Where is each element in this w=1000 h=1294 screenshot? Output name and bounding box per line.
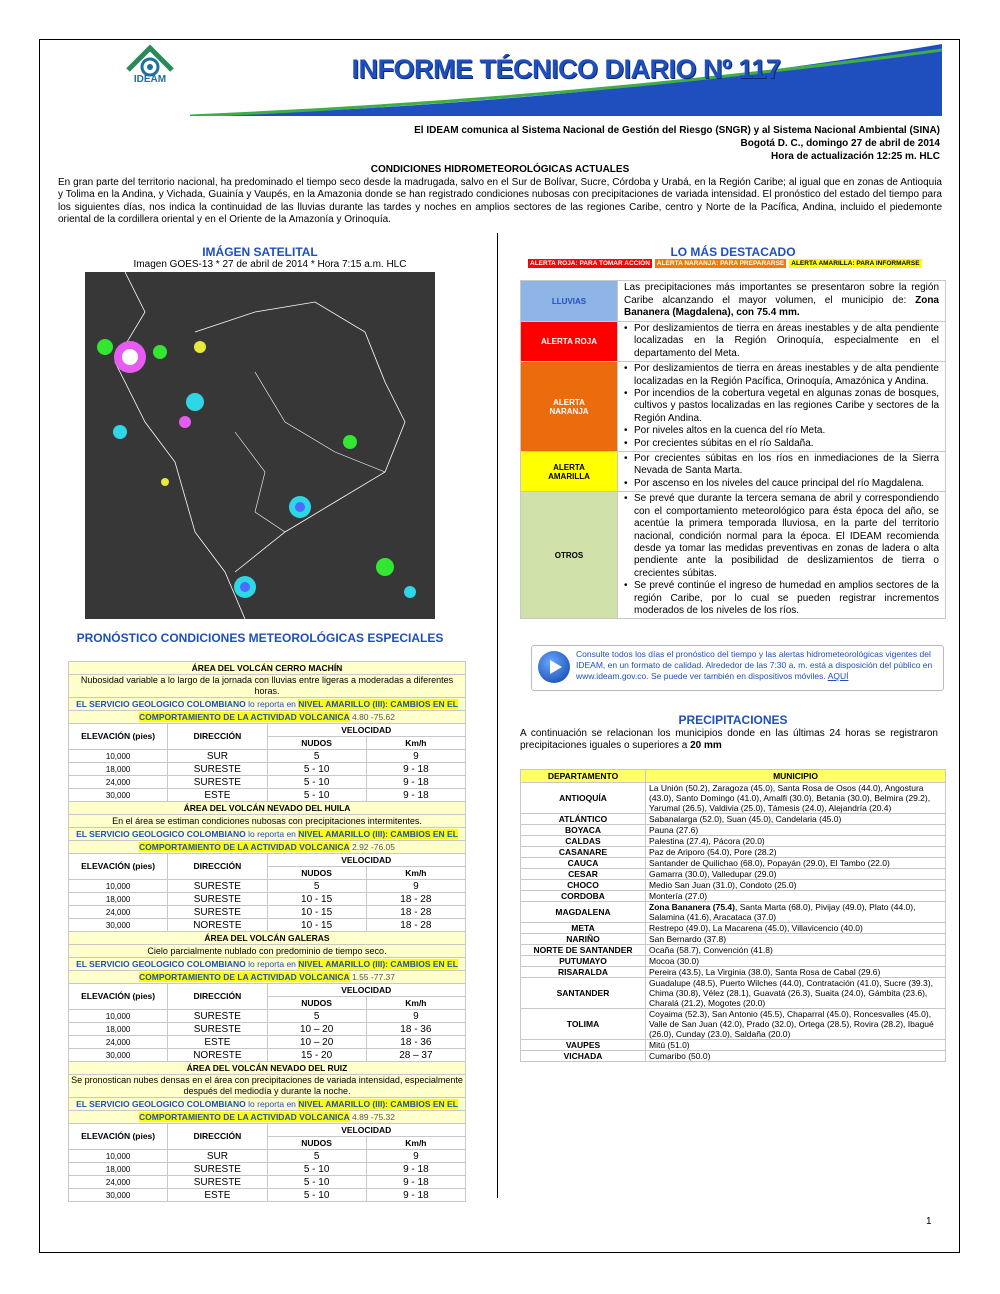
- sgc-mid: lo reporta en: [248, 828, 296, 839]
- prec-departamento: CESAR: [521, 869, 646, 880]
- direction-cell: SURESTE: [168, 776, 267, 789]
- col-municipio: MUNICIPIO: [646, 770, 946, 783]
- precipitaciones-intro: [520, 728, 938, 753]
- prec-departamento: CALDAS: [521, 836, 646, 847]
- prec-intro-text: A continuación se relacionan los municipios donde en las últimas 24 horas se registraron precipitaciones iguales o superiores a: [520, 728, 938, 752]
- prec-municipio: [646, 956, 946, 967]
- row-amarilla: [521, 452, 946, 492]
- kmh-cell: 9 - 18: [366, 1163, 465, 1176]
- volcano-level: [69, 1111, 466, 1124]
- elevation-cell: 30,000: [69, 919, 168, 932]
- volcano-sgc: [69, 698, 466, 711]
- prec-departamento: TOLIMA: [521, 1009, 646, 1040]
- volcano-sgc: [69, 828, 466, 841]
- volcano-data-row: [69, 1150, 466, 1163]
- satellite-caption: Imagen GOES-13 * 27 de abril de 2014 * Hora 7:15 a.m. HLC: [133, 259, 407, 270]
- prec-row: [521, 934, 946, 945]
- prec-departamento: CHOCO: [521, 880, 646, 891]
- volcano-col-header: [69, 724, 466, 737]
- elevation-cell: 30,000: [69, 1049, 168, 1062]
- prec-row: [521, 869, 946, 880]
- kmh-cell: 18 - 28: [366, 919, 465, 932]
- volcano-title-row: [69, 662, 466, 675]
- elevation-cell: 24,000: [69, 776, 168, 789]
- elevation-cell: 10,000: [69, 880, 168, 893]
- prec-departamento: VAUPES: [521, 1040, 646, 1051]
- direction-cell: NORESTE: [168, 1049, 267, 1062]
- alert-legend: [528, 259, 922, 268]
- volcano-sgc: [69, 1098, 466, 1111]
- volcano-col-header: [69, 984, 466, 997]
- knots-cell: 10 – 20: [267, 1036, 366, 1049]
- volcano-desc-row: [69, 815, 466, 828]
- prec-municipio-bold: Zona Bananera (75.4): [649, 902, 735, 912]
- volcano-title: ÁREA DEL VOLCÁN NEVADO DEL RUIZ: [69, 1062, 466, 1075]
- volcano-desc-row: [69, 1075, 466, 1098]
- cat-otros: OTROS: [521, 492, 618, 619]
- volcano-desc: En el área se estiman condiciones nubosas con precipitaciones intermitentes.: [69, 815, 466, 828]
- volcano-desc: Se pronostican nubes densas en el área con precipitaciones de variada intensidad, especialmente después del mediodía y durante la noche.: [69, 1075, 466, 1098]
- elevation-cell: 10,000: [69, 750, 168, 763]
- volcano-data-row: [69, 1163, 466, 1176]
- prec-municipio-text: Palestina (27.4), Pácora (20.0): [649, 836, 765, 846]
- elevation-cell: 30,000: [69, 789, 168, 802]
- prec-municipio-text: La Unión (50.2), Zaragoza (45.0), Santa Rosa de Osos (44.0), Angostura (43.0), Santo Domingo (41.0), Amalfi (30.0), Betania (30.0), Belmira (29.2), Yarumal (26.5), Valdivia (25.0), Támesis (24.0), Alejandría (20.4): [649, 783, 931, 813]
- direction-cell: NORESTE: [168, 919, 267, 932]
- volcano-data-row: [69, 1010, 466, 1023]
- volcano-col-header: [69, 1124, 466, 1137]
- prec-departamento: NARIÑO: [521, 934, 646, 945]
- precipitaciones-heading: PRECIPITACIONES: [678, 713, 788, 727]
- kmh-cell: 18 - 28: [366, 906, 465, 919]
- prec-departamento: RISARALDA: [521, 967, 646, 978]
- knots-cell: 5 - 10: [267, 776, 366, 789]
- volcano-desc-row: [69, 945, 466, 958]
- roja-item: • Por deslizamientos de tierra en áreas inestables y de alta pendiente localizadas en la Región Orinoquía, especialmente en el departamento del Meta.: [624, 323, 939, 360]
- kmh-cell: 9 - 18: [366, 789, 465, 802]
- prec-departamento: SANTANDER: [521, 978, 646, 1009]
- col-velocidad: VELOCIDAD: [267, 1124, 466, 1137]
- volcano-data-row: [69, 1189, 466, 1202]
- knots-cell: 10 - 15: [267, 919, 366, 932]
- prec-row: [521, 902, 946, 923]
- kmh-cell: 18 - 36: [366, 1036, 465, 1049]
- volcano-data-row: [69, 750, 466, 763]
- direction-cell: SURESTE: [168, 1010, 267, 1023]
- volcano-sgc-row: [69, 1098, 466, 1111]
- volcano-level: [69, 841, 466, 854]
- prec-row: [521, 1040, 946, 1051]
- legend-yellow: ALERTA AMARILLA: PARA INFORMARSE: [791, 260, 920, 267]
- naranja-item: • Por incendios de la cobertura vegetal en algunas zonas de bosques, cultivos y pastos localizadas en las regiones Caribe y sectores de la Región Andina.: [624, 388, 939, 425]
- sgc-level-2: COMPORTAMIENTO DE LA ACTIVIDAD VOLCANICA: [139, 711, 350, 722]
- kmh-cell: 9 - 18: [366, 763, 465, 776]
- row-naranja: [521, 362, 946, 452]
- header-line-1: El IDEAM comunica al Sistema Nacional de Gestión del Riesgo (SNGR) y al Sistema Nacional Ambiental (SINA): [414, 125, 940, 136]
- sgc-level-2: COMPORTAMIENTO DE LA ACTIVIDAD VOLCANICA: [139, 971, 350, 982]
- volcano-title: ÁREA DEL VOLCÁN CERRO MACHÍN: [69, 662, 466, 675]
- prec-row: [521, 978, 946, 1009]
- kmh-cell: 9: [366, 1010, 465, 1023]
- prec-municipio: [646, 880, 946, 891]
- prec-municipio-text: , Santa Marta (68.0), Pivijay (49.0), Plato (44.0), Salamina (41.6), Aracataca (37.0): [649, 902, 916, 922]
- col-kmh: Km/h: [366, 737, 465, 750]
- col-direccion: DIRECCIÓN: [168, 724, 267, 750]
- consult-text-body: Consulte todos los días el pronóstico del tiempo y las alertas hidrometeorológicas vigentes del IDEAM, en un formato de calidad. Alrededor de las 7:30 a. m. está a disposición del público en www.ideam.gov.co. Se puede ver también en dispositivos móviles.: [576, 649, 933, 681]
- col-departamento: DEPARTAMENTO: [521, 770, 646, 783]
- prec-row: [521, 1051, 946, 1062]
- volcano-level-row: [69, 711, 466, 724]
- cat-amarilla-2: AMARILLA: [548, 471, 590, 481]
- direction-cell: SURESTE: [168, 1163, 267, 1176]
- elevation-cell: 10,000: [69, 1010, 168, 1023]
- direction-cell: SURESTE: [168, 906, 267, 919]
- cat-amarilla: [521, 452, 618, 492]
- volcano-sgc-row: [69, 958, 466, 971]
- prec-row: [521, 967, 946, 978]
- elevation-cell: 24,000: [69, 1036, 168, 1049]
- sgc-level-2: COMPORTAMIENTO DE LA ACTIVIDAD VOLCANICA: [139, 1111, 350, 1122]
- volcano-data-row: [69, 763, 466, 776]
- volcano-col-header: [69, 854, 466, 867]
- amarilla-item: • Por ascenso en los niveles del cauce principal del río Magdalena.: [624, 478, 939, 490]
- prec-municipio-text: Santander de Quilichao (68.0), Popayán (29.0), El Tambo (22.0): [649, 858, 890, 868]
- header-line-3: Hora de actualización 12:25 m. HLC: [771, 151, 940, 162]
- col-direccion: DIRECCIÓN: [168, 984, 267, 1010]
- prec-departamento: META: [521, 923, 646, 934]
- elevation-cell: 18,000: [69, 763, 168, 776]
- volcano-desc: Nubosidad variable a lo largo de la jornada con lluvias entre ligeras a moderadas a diferentes horas.: [69, 675, 466, 698]
- volcano-data-row: [69, 893, 466, 906]
- kmh-cell: 9: [366, 1150, 465, 1163]
- col-velocidad: VELOCIDAD: [267, 724, 466, 737]
- sgc-level-2: COMPORTAMIENTO DE LA ACTIVIDAD VOLCANICA: [139, 841, 350, 852]
- prec-departamento: MAGDALENA: [521, 902, 646, 923]
- volcano-data-row: [69, 776, 466, 789]
- col-nudos: NUDOS: [267, 867, 366, 880]
- knots-cell: 5: [267, 1010, 366, 1023]
- prec-municipio-text: Gamarra (30.0), Valledupar (29.0): [649, 869, 777, 879]
- prec-municipio: [646, 1051, 946, 1062]
- consult-text: [576, 649, 942, 682]
- direction-cell: SURESTE: [168, 1176, 267, 1189]
- prec-municipio-text: Pauna (27.6): [649, 825, 699, 835]
- col-elevacion: ELEVACIÓN (pies): [69, 724, 168, 750]
- naranja-item: • Por crecientes súbitas en el río Saldaña.: [624, 438, 939, 450]
- prec-departamento: CORDOBA: [521, 891, 646, 902]
- play-icon[interactable]: [538, 651, 570, 683]
- col-nudos: NUDOS: [267, 737, 366, 750]
- elevation-cell: 18,000: [69, 1023, 168, 1036]
- direction-cell: ESTE: [168, 789, 267, 802]
- destacado-table: [520, 280, 946, 619]
- volcano-desc-row: [69, 675, 466, 698]
- col-direccion: DIRECCIÓN: [168, 854, 267, 880]
- direction-cell: SURESTE: [168, 763, 267, 776]
- volcano-sgc-row: [69, 828, 466, 841]
- volcano-sgc-row: [69, 698, 466, 711]
- elevation-cell: 24,000: [69, 1176, 168, 1189]
- direction-cell: SURESTE: [168, 880, 267, 893]
- prec-departamento: BOYACA: [521, 825, 646, 836]
- col-kmh: Km/h: [366, 1137, 465, 1150]
- lluvias-text: [618, 281, 946, 322]
- volcano-title-row: [69, 932, 466, 945]
- direction-cell: SURESTE: [168, 893, 267, 906]
- legend-orange: ALERTA NARANJA: PARA PREPARARSE: [656, 260, 785, 267]
- kmh-cell: 18 - 36: [366, 1023, 465, 1036]
- prec-municipio-text: Restrepo (49.0), La Macarena (45.0), Villavicencio (40.0): [649, 923, 863, 933]
- kmh-cell: 28 – 37: [366, 1049, 465, 1062]
- prec-municipio-text: San Bernardo (37.8): [649, 934, 727, 944]
- knots-cell: 10 – 20: [267, 1023, 366, 1036]
- knots-cell: 5: [267, 880, 366, 893]
- prec-row: [521, 825, 946, 836]
- direction-cell: ESTE: [168, 1189, 267, 1202]
- prec-municipio: [646, 836, 946, 847]
- col-velocidad: VELOCIDAD: [267, 854, 466, 867]
- col-direccion: DIRECCIÓN: [168, 1124, 267, 1150]
- volcano-coords: 1.55 -77.37: [351, 971, 395, 982]
- precipitation-table: [520, 769, 946, 1062]
- volcano-title-row: [69, 1062, 466, 1075]
- elevation-cell: 18,000: [69, 1163, 168, 1176]
- otros-text: [618, 492, 946, 619]
- knots-cell: 15 - 20: [267, 1049, 366, 1062]
- col-elevacion: ELEVACIÓN (pies): [69, 984, 168, 1010]
- consult-link[interactable]: AQUÍ: [827, 671, 849, 681]
- kmh-cell: 18 - 28: [366, 893, 465, 906]
- kmh-cell: 9: [366, 880, 465, 893]
- prec-municipio: [646, 783, 946, 814]
- naranja-item: • Por deslizamientos de tierra en áreas inestables y de alta pendiente localizadas en la Región Pacífica, Orinoquía, Amazónica y Andina.: [624, 363, 939, 388]
- volcano-desc: Cielo parcialmente nublado con predominio de tiempo seco.: [69, 945, 466, 958]
- volcano-data-row: [69, 919, 466, 932]
- volcano-title: ÁREA DEL VOLCÁN GALERAS: [69, 932, 466, 945]
- volcano-sgc: [69, 958, 466, 971]
- volcano-level-row: [69, 971, 466, 984]
- amarilla-item: • Por crecientes súbitas en los ríos en inmediaciones de la Sierra Nevada de Santa Marta.: [624, 453, 939, 478]
- conditions-text: En gran parte del territorio nacional, ha predominado el tiempo seco desde la madrugada, salvo en el Sur de Bolívar, Sucre, Córdoba y Urabá, en la Región Caribe; al igual que en zonas de Antioquia y Tolima en la Andina, y Vichada, Guainía y Vaupés, en la Amazonia donde se han registrado condiciones nubosas con precipitaciones de variada intensidad. El pronóstico del estado del tiempo para los siguientes días, nos indica la continuidad de las lluvias durante las tardes y noches en amplios sectores de las regiones Caribe, centro y Norte de la Pacífica, Andina, incluido el piedemonte oriental de la cordillera oriental y en el Oriente de la Amazonía y Orinoquía.: [58, 177, 942, 226]
- volcano-table: [68, 661, 466, 1202]
- prec-departamento: ANTIOQUÍA: [521, 783, 646, 814]
- prec-row: [521, 956, 946, 967]
- row-otros: [521, 492, 946, 619]
- roja-text: [618, 322, 946, 362]
- otros-item: • Se prevé que durante la tercera semana de abril y correspondiendo con el comportamiento meteorológico para ésta época del año, se acentúe la primera temporada lluviosa, en la parte del territorio nacional, condición normal para la época. El IDEAM recomienda desde ya tomar las medidas preventivas en zonas de ladera o alta pendiente ante la posibilidad de deslizamientos de tierra o crecientes súbitas.: [624, 493, 939, 580]
- knots-cell: 5: [267, 1150, 366, 1163]
- volcano-data-row: [69, 1036, 466, 1049]
- prec-row: [521, 945, 946, 956]
- direction-cell: SUR: [168, 1150, 267, 1163]
- sgc-mid: lo reporta en: [248, 958, 296, 969]
- page-title: INFORME TÉCNICO DIARIO Nº 117: [351, 54, 781, 84]
- prec-row: [521, 923, 946, 934]
- naranja-text: [618, 362, 946, 452]
- col-nudos: NUDOS: [267, 1137, 366, 1150]
- prec-municipio-text: Guadalupe (48.5), Puerto Wilches (44.0), Contratación (41.0), Sucre (39.3), Chima (30.8), Vélez (28.1), Guavatá (26.3), Suaita (24.0), Gámbita (23.6), Charalá (21.2), Mogotes (20.0): [649, 978, 933, 1008]
- header-line-2: Bogotá D. C., domingo 27 de abril de 2014: [740, 138, 940, 149]
- volcano-level: [69, 711, 466, 724]
- row-roja: [521, 322, 946, 362]
- prec-municipio: [646, 902, 946, 923]
- volcano-level-row: [69, 841, 466, 854]
- prec-row: [521, 1009, 946, 1040]
- sgc-prefix: EL SERVICIO GEOLOGICO COLOMBIANO: [76, 828, 246, 839]
- prec-row: [521, 847, 946, 858]
- prec-departamento: VICHADA: [521, 1051, 646, 1062]
- volcano-level: [69, 971, 466, 984]
- volcano-data-row: [69, 1023, 466, 1036]
- sgc-prefix: EL SERVICIO GEOLOGICO COLOMBIANO: [76, 698, 246, 709]
- cat-naranja-1: ALERTA: [553, 397, 585, 407]
- amarilla-text: [618, 452, 946, 492]
- prec-municipio-text: Medio San Juan (31.0), Condoto (25.0): [649, 880, 797, 890]
- prec-municipio-text: Cumaribo (50.0): [649, 1051, 711, 1061]
- prec-departamento: CASANARE: [521, 847, 646, 858]
- knots-cell: 5: [267, 750, 366, 763]
- prec-departamento: ATLÁNTICO: [521, 814, 646, 825]
- prec-municipio: [646, 934, 946, 945]
- prec-municipio: [646, 825, 946, 836]
- sgc-level: NIVEL AMARILLO (III): CAMBIOS EN EL: [298, 698, 458, 709]
- pronostico-heading: PRONÓSTICO CONDICIONES METEOROLÓGICAS ESPECIALES: [76, 631, 444, 645]
- sgc-level: NIVEL AMARILLO (III): CAMBIOS EN EL: [298, 958, 458, 969]
- knots-cell: 5 - 10: [267, 1176, 366, 1189]
- cat-naranja-2: NARANJA: [549, 406, 589, 416]
- volcano-data-row: [69, 789, 466, 802]
- knots-cell: 5 - 10: [267, 1163, 366, 1176]
- kmh-cell: 9: [366, 750, 465, 763]
- column-divider: [497, 233, 498, 1198]
- col-elevacion: ELEVACIÓN (pies): [69, 854, 168, 880]
- row-lluvias: [521, 281, 946, 322]
- kmh-cell: 9 - 18: [366, 1189, 465, 1202]
- direction-cell: ESTE: [168, 1036, 267, 1049]
- prec-municipio: [646, 945, 946, 956]
- volcano-data-row: [69, 1176, 466, 1189]
- prec-row: [521, 880, 946, 891]
- otros-item: • Se prevé continúe el ingreso de humedad en amplios sectores de la región Caribe, por lo cual se pueden registrar incrementos moderados de los niveles de los ríos.: [624, 580, 939, 617]
- prec-municipio-text: Coyaima (52.3), San Antonio (45.5), Chaparral (45.0), Roncesvalles (45.0), Valle de San Juan (42.0), Prado (32.0), Ortega (28.5), Rovira (28.2), Ibagué (26.0), Cunday (23.0), Saldaña (20.0): [649, 1009, 934, 1039]
- knots-cell: 5 - 10: [267, 1189, 366, 1202]
- prec-intro-bold: 20 mm: [690, 740, 722, 752]
- satellite-image: [85, 272, 435, 619]
- prec-municipio: [646, 1040, 946, 1051]
- knots-cell: 5 - 10: [267, 763, 366, 776]
- prec-municipio-text: Paz de Ariporo (54.0), Pore (28.2): [649, 847, 777, 857]
- prec-municipio-text: Montería (27.0): [649, 891, 708, 901]
- prec-municipio-text: Ocaña (58.7), Convención (41.8): [649, 945, 773, 955]
- lluvias-text-pre: Las precipitaciones más importantes se presentaron sobre la región Caribe alcanzando el mayor volumen, el municipio de:: [624, 282, 939, 306]
- knots-cell: 5 - 10: [267, 789, 366, 802]
- direction-cell: SUR: [168, 750, 267, 763]
- prec-departamento: NORTE DE SANTANDER: [521, 945, 646, 956]
- prec-header-row: [521, 770, 946, 783]
- prec-departamento: CAUCA: [521, 858, 646, 869]
- col-kmh: Km/h: [366, 997, 465, 1010]
- prec-row: [521, 836, 946, 847]
- destacado-heading: LO MÁS DESTACADO: [670, 245, 796, 259]
- prec-municipio: [646, 1009, 946, 1040]
- volcano-data-row: [69, 880, 466, 893]
- prec-row: [521, 891, 946, 902]
- cat-naranja: [521, 362, 618, 452]
- sgc-prefix: EL SERVICIO GEOLOGICO COLOMBIANO: [76, 1098, 246, 1109]
- volcano-coords: 4.80 -75.62: [351, 711, 395, 722]
- prec-row: [521, 858, 946, 869]
- prec-municipio: [646, 858, 946, 869]
- volcano-coords: 4.89 -75.32: [351, 1111, 395, 1122]
- prec-municipio: [646, 847, 946, 858]
- elevation-cell: 18,000: [69, 893, 168, 906]
- prec-municipio: [646, 978, 946, 1009]
- prec-municipio-text: Pereira (43.5), La Virginia (38.0), Santa Rosa de Cabal (29.6): [649, 967, 881, 977]
- col-elevacion: ELEVACIÓN (pies): [69, 1124, 168, 1150]
- col-kmh: Km/h: [366, 867, 465, 880]
- kmh-cell: 9 - 18: [366, 776, 465, 789]
- sgc-mid: lo reporta en: [248, 698, 296, 709]
- sgc-mid: lo reporta en: [248, 1098, 296, 1109]
- sgc-level: NIVEL AMARILLO (III): CAMBIOS EN EL: [298, 1098, 458, 1109]
- col-velocidad: VELOCIDAD: [267, 984, 466, 997]
- page-number: 1: [926, 1216, 932, 1227]
- knots-cell: 10 - 15: [267, 893, 366, 906]
- prec-municipio: [646, 869, 946, 880]
- volcano-coords: 2.92 -76.05: [351, 841, 395, 852]
- lluvias-text-bold: Zona Bananera (Magdalena), con 75.4 mm.: [624, 294, 939, 319]
- prec-municipio: [646, 923, 946, 934]
- col-nudos: NUDOS: [267, 997, 366, 1010]
- kmh-cell: 9 - 18: [366, 1176, 465, 1189]
- prec-municipio: [646, 891, 946, 902]
- prec-municipio-text: Mitú (51.0): [649, 1040, 690, 1050]
- elevation-cell: 10,000: [69, 1150, 168, 1163]
- volcano-level-row: [69, 1111, 466, 1124]
- naranja-item: • Por niveles altos en la cuenca del río Meta.: [624, 425, 939, 437]
- elevation-cell: 30,000: [69, 1189, 168, 1202]
- prec-municipio: [646, 967, 946, 978]
- prec-row: [521, 814, 946, 825]
- sgc-prefix: EL SERVICIO GEOLOGICO COLOMBIANO: [76, 958, 246, 969]
- sgc-level: NIVEL AMARILLO (III): CAMBIOS EN EL: [298, 828, 458, 839]
- conditions-heading: CONDICIONES HIDROMETEOROLÓGICAS ACTUALES: [370, 164, 630, 175]
- volcano-data-row: [69, 906, 466, 919]
- volcano-title-row: [69, 802, 466, 815]
- prec-municipio-text: Mocoa (30.0): [649, 956, 700, 966]
- direction-cell: SURESTE: [168, 1023, 267, 1036]
- prec-row: [521, 783, 946, 814]
- prec-municipio-text: Sabanalarga (52.0), Suan (45.0), Candelaria (45.0): [649, 814, 842, 824]
- cat-lluvias: LLUVIAS: [521, 281, 618, 322]
- prec-departamento: PUTUMAYO: [521, 956, 646, 967]
- cat-amarilla-1: ALERTA: [553, 462, 585, 472]
- prec-municipio: [646, 814, 946, 825]
- elevation-cell: 24,000: [69, 906, 168, 919]
- legend-red: ALERTA ROJA: PARA TOMAR ACCIÓN: [530, 260, 650, 267]
- volcano-data-row: [69, 1049, 466, 1062]
- knots-cell: 10 - 15: [267, 906, 366, 919]
- volcano-title: ÁREA DEL VOLCÁN NEVADO DEL HUILA: [69, 802, 466, 815]
- satellite-heading: IMÁGEN SATELITAL: [202, 245, 318, 259]
- logo-text: IDEAM: [133, 74, 167, 85]
- cat-roja: ALERTA ROJA: [521, 322, 618, 362]
